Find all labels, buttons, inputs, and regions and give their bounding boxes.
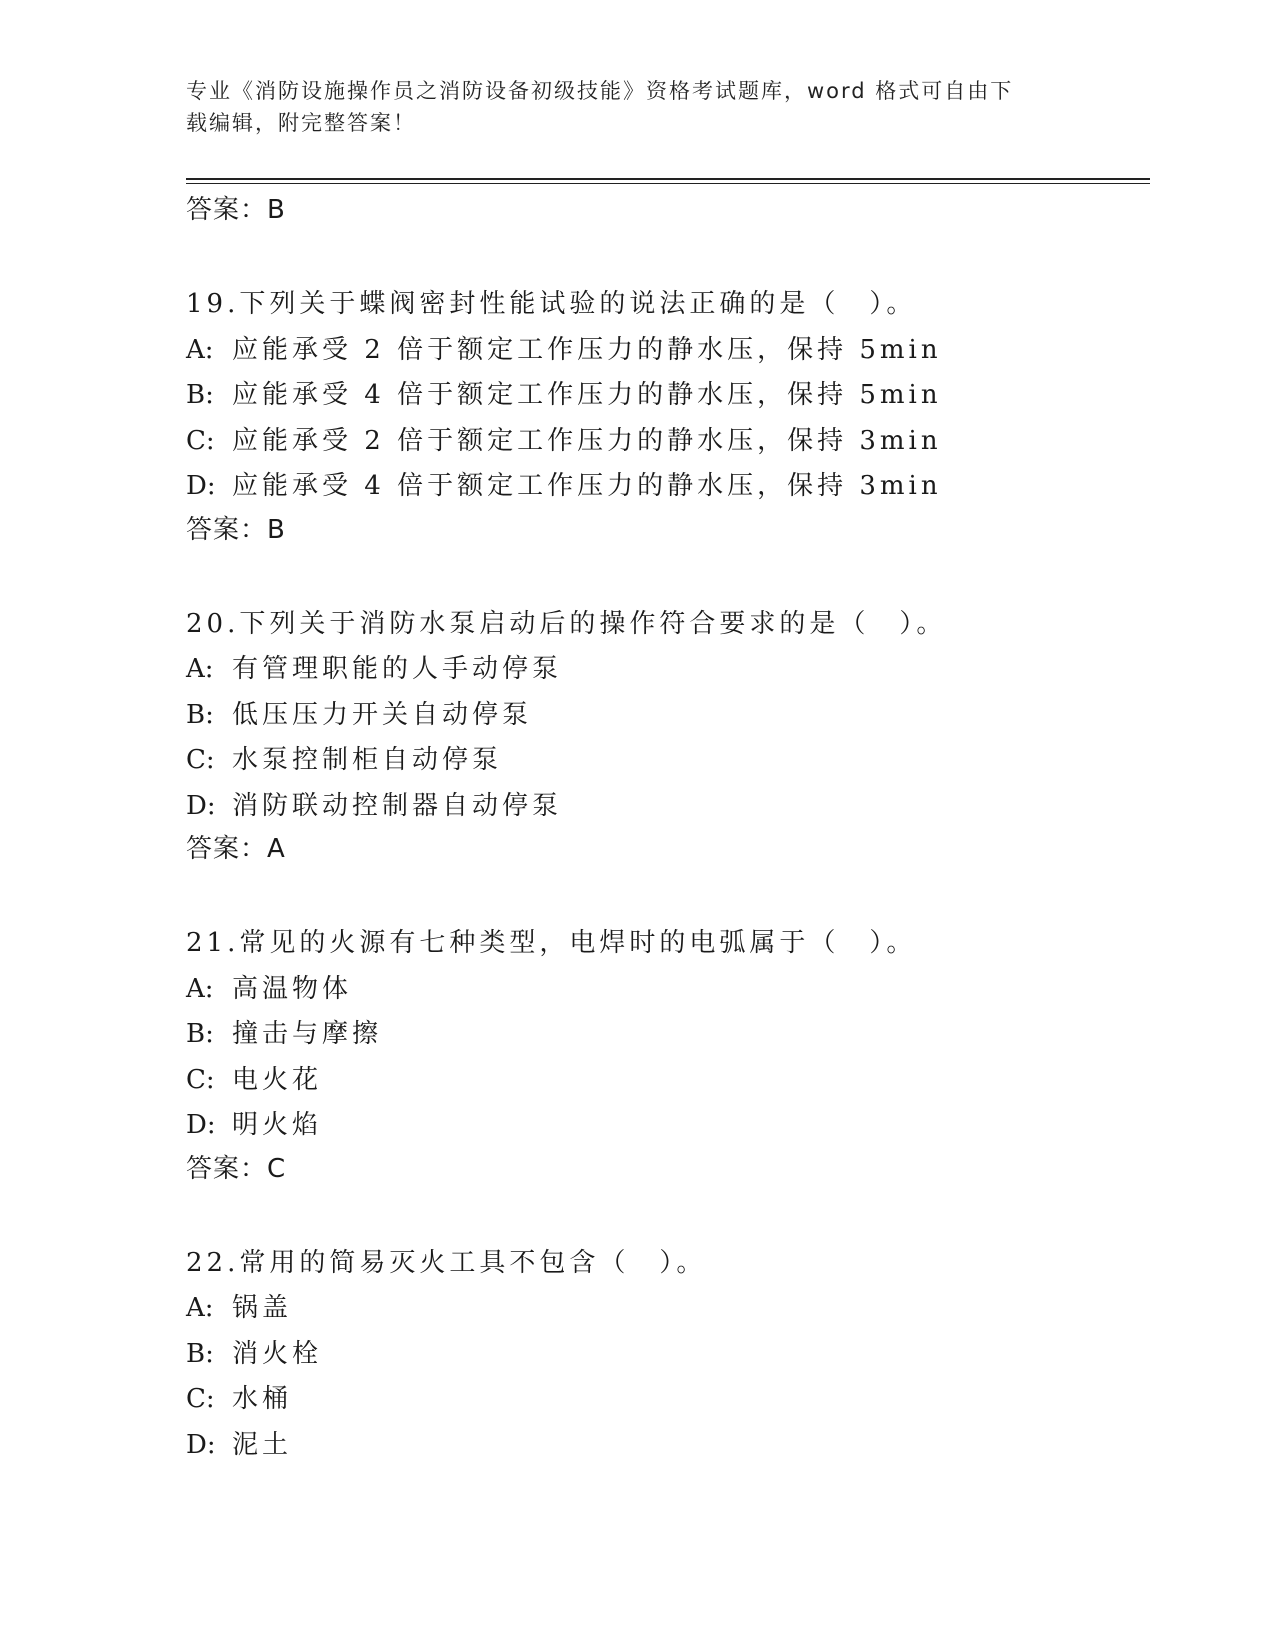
option-label: B:	[186, 380, 214, 410]
option-text: 撞击与摩擦	[232, 1019, 383, 1049]
option-text: 明火焰	[232, 1110, 323, 1140]
option-item	[186, 784, 1146, 830]
option-item	[186, 967, 1146, 1013]
option-text: 锅盖	[232, 1293, 293, 1323]
option-text: 电火花	[232, 1064, 323, 1095]
answer-text: 答案：C	[186, 1153, 287, 1184]
option-text: 应能承受 4 倍于额定工作压力的静水压，保持 5min	[232, 380, 942, 410]
option-text: 泥土	[232, 1429, 293, 1460]
option-label: A:	[186, 334, 214, 365]
option-item	[186, 738, 1146, 784]
question-block	[186, 1241, 1146, 1469]
document-header	[186, 75, 1086, 139]
option-label: D:	[186, 1429, 216, 1460]
option-item	[186, 373, 1146, 419]
option-label: A:	[186, 654, 214, 684]
option-item	[186, 693, 1146, 739]
option-text: 消防联动控制器自动停泵	[232, 790, 563, 821]
option-text: 消火栓	[232, 1338, 323, 1369]
option-text: 应能承受 4 倍于额定工作压力的静水压，保持 3min	[232, 471, 942, 501]
question-text: 22.常用的简易灭火工具不包含（ ）。	[186, 1247, 707, 1278]
option-text: 应能承受 2 倍于额定工作压力的静水压，保持 5min	[232, 334, 942, 365]
option-item	[186, 464, 1146, 510]
option-label: C:	[186, 425, 215, 456]
option-label: A:	[186, 973, 214, 1004]
header-line-1: 专业《消防设施操作员之消防设备初级技能》资格考试题库，word 格式可自由下	[186, 79, 1014, 103]
option-item	[186, 1103, 1146, 1149]
header-rule-thin	[186, 183, 1150, 184]
option-text: 高温物体	[232, 973, 353, 1004]
option-label: C:	[186, 745, 215, 775]
option-item	[186, 1286, 1146, 1332]
option-label: A:	[186, 1293, 214, 1323]
question-list	[186, 282, 1146, 1520]
option-text: 水泵控制柜自动停泵	[232, 745, 503, 775]
option-item	[186, 647, 1146, 693]
option-text: 应能承受 2 倍于额定工作压力的静水压，保持 3min	[232, 425, 942, 456]
option-label: D:	[186, 790, 216, 821]
option-label: B:	[186, 699, 214, 730]
option-text: 有管理职能的人手动停泵	[232, 654, 563, 684]
option-item	[186, 1012, 1146, 1058]
question-block	[186, 921, 1146, 1189]
question-text: 20.下列关于消防水泵启动后的操作符合要求的是（ ）。	[186, 608, 947, 639]
option-item	[186, 1332, 1146, 1378]
option-label: B:	[186, 1338, 214, 1369]
option-item	[186, 419, 1146, 465]
answer-prev-question: 答案：B	[186, 195, 286, 225]
option-item	[186, 1423, 1146, 1469]
option-label: C:	[186, 1384, 215, 1414]
option-label: D:	[186, 1110, 216, 1140]
header-rule-thick	[186, 178, 1150, 180]
option-label: C:	[186, 1064, 215, 1095]
option-item	[186, 1058, 1146, 1104]
question-text: 21.常见的火源有七种类型，电焊时的电弧属于（ ）。	[186, 928, 917, 958]
option-item	[186, 1377, 1146, 1423]
question-block	[186, 282, 1146, 550]
option-item	[186, 328, 1146, 374]
answer-text: 答案：B	[186, 514, 286, 545]
option-text: 水桶	[232, 1384, 293, 1414]
header-line-2: 载编辑，附完整答案！	[186, 111, 416, 135]
option-label: D:	[186, 471, 216, 501]
option-text: 低压压力开关自动停泵	[232, 699, 533, 730]
question-block	[186, 602, 1146, 870]
question-text: 19.下列关于蝶阀密封性能试验的说法正确的是（ ）。	[186, 289, 917, 319]
answer-text: 答案：A	[186, 834, 286, 864]
option-label: B:	[186, 1019, 214, 1049]
